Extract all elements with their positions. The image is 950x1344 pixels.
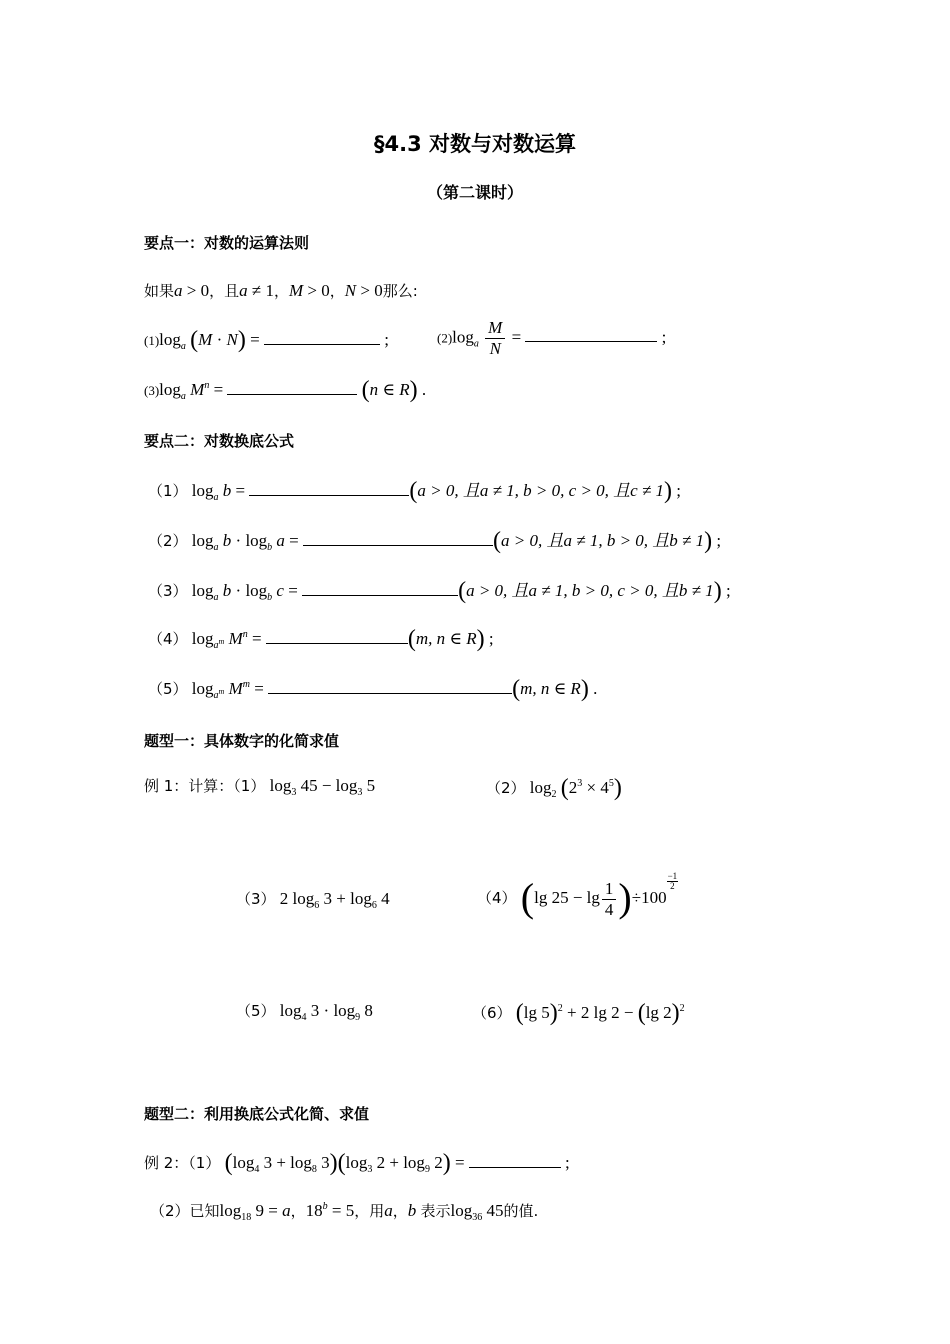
- example1-item5: （5） $\log_4 3 \cdot \log_9 8$: [236, 1001, 373, 1023]
- condition-line: 如果a > 0，且a ≠ 1，M > 0，N > 0那么:: [144, 281, 418, 300]
- rule-2: $(2)\log_a$ $\frac{M}{N}$ = ;: [437, 318, 667, 358]
- section-heading-numeric-simplification: 题型一：具体数字的化简求值: [144, 732, 340, 750]
- answer-blank[interactable]: [266, 629, 408, 644]
- formula-5: （5） $\log_{a^m} M^m = (m$, n ∈ R) .: [148, 676, 598, 702]
- page-title: §4.3 对数与对数运算: [373, 132, 576, 156]
- rule-3: $(3)\log_a$ $M^n = (n$ ∈ R) .: [144, 377, 427, 403]
- rule-1: $(1)\log_a$ (M · N) = ;: [144, 327, 389, 353]
- answer-blank[interactable]: [302, 581, 458, 596]
- example1-item1: 例 1：计算：（1） $\log_3 45 - \log_3 5$: [144, 776, 376, 798]
- section-heading-change-of-base-usage: 题型二：利用换底公式化简、求值: [144, 1105, 370, 1123]
- answer-blank[interactable]: [227, 380, 357, 395]
- example1-item6: （6） (lg 5)$^2$ + 2 lg 2 − (lg 2)$^2$: [472, 1000, 685, 1026]
- answer-blank[interactable]: [268, 679, 512, 694]
- section-heading-change-of-base: 要点二：对数换底公式: [144, 432, 295, 450]
- answer-blank[interactable]: [303, 531, 493, 546]
- formula-4: （4） $\log_{a^m} M^n = (m$, n ∈ R) ;: [148, 626, 494, 652]
- answer-blank[interactable]: [264, 330, 380, 345]
- page-subtitle: （第二课时）: [426, 183, 523, 202]
- answer-blank[interactable]: [249, 481, 409, 496]
- example1-item3: （3） 2 $\log_6 3 + \log_6 4$: [236, 889, 390, 911]
- section-heading-operation-rules: 要点一：对数的运算法则: [144, 234, 310, 252]
- example1-item4: （4） (lg 25 − lg $\frac{1}{4}$ )÷100 $\frac{-1}{2}$: [477, 871, 678, 920]
- formula-2: （2） $\log_a b \cdot \log_b a = (a > 0$, 且a ≠ 1, b > 0, 且b ≠ 1) ;: [148, 528, 722, 554]
- example1-item2: （2） $\log_2 (2^3 \times 4^5)$: [486, 775, 622, 801]
- answer-blank[interactable]: [525, 327, 657, 342]
- formula-1: （1） $\log_a b = (a > 0$, 且a ≠ 1, b > 0, c > 0, 且c ≠ 1) ;: [148, 478, 682, 504]
- formula-3: （3） $\log_a b \cdot \log_b c = (a > 0$, 且a ≠ 1, b > 0, c > 0, 且b ≠ 1) ;: [148, 578, 731, 604]
- answer-blank[interactable]: [469, 1153, 561, 1168]
- example2-item1: 例 2：（1） ($\log_4$ $3 + \log_8 3)(\log_3$ $2 + \log_9 2$) = ;: [144, 1150, 570, 1176]
- example2-item2: （2）已知$\log_{18} 9 = a$，$18^b = 5$，用a，b 表示$\log_{36} 45$的值.: [150, 1201, 539, 1223]
